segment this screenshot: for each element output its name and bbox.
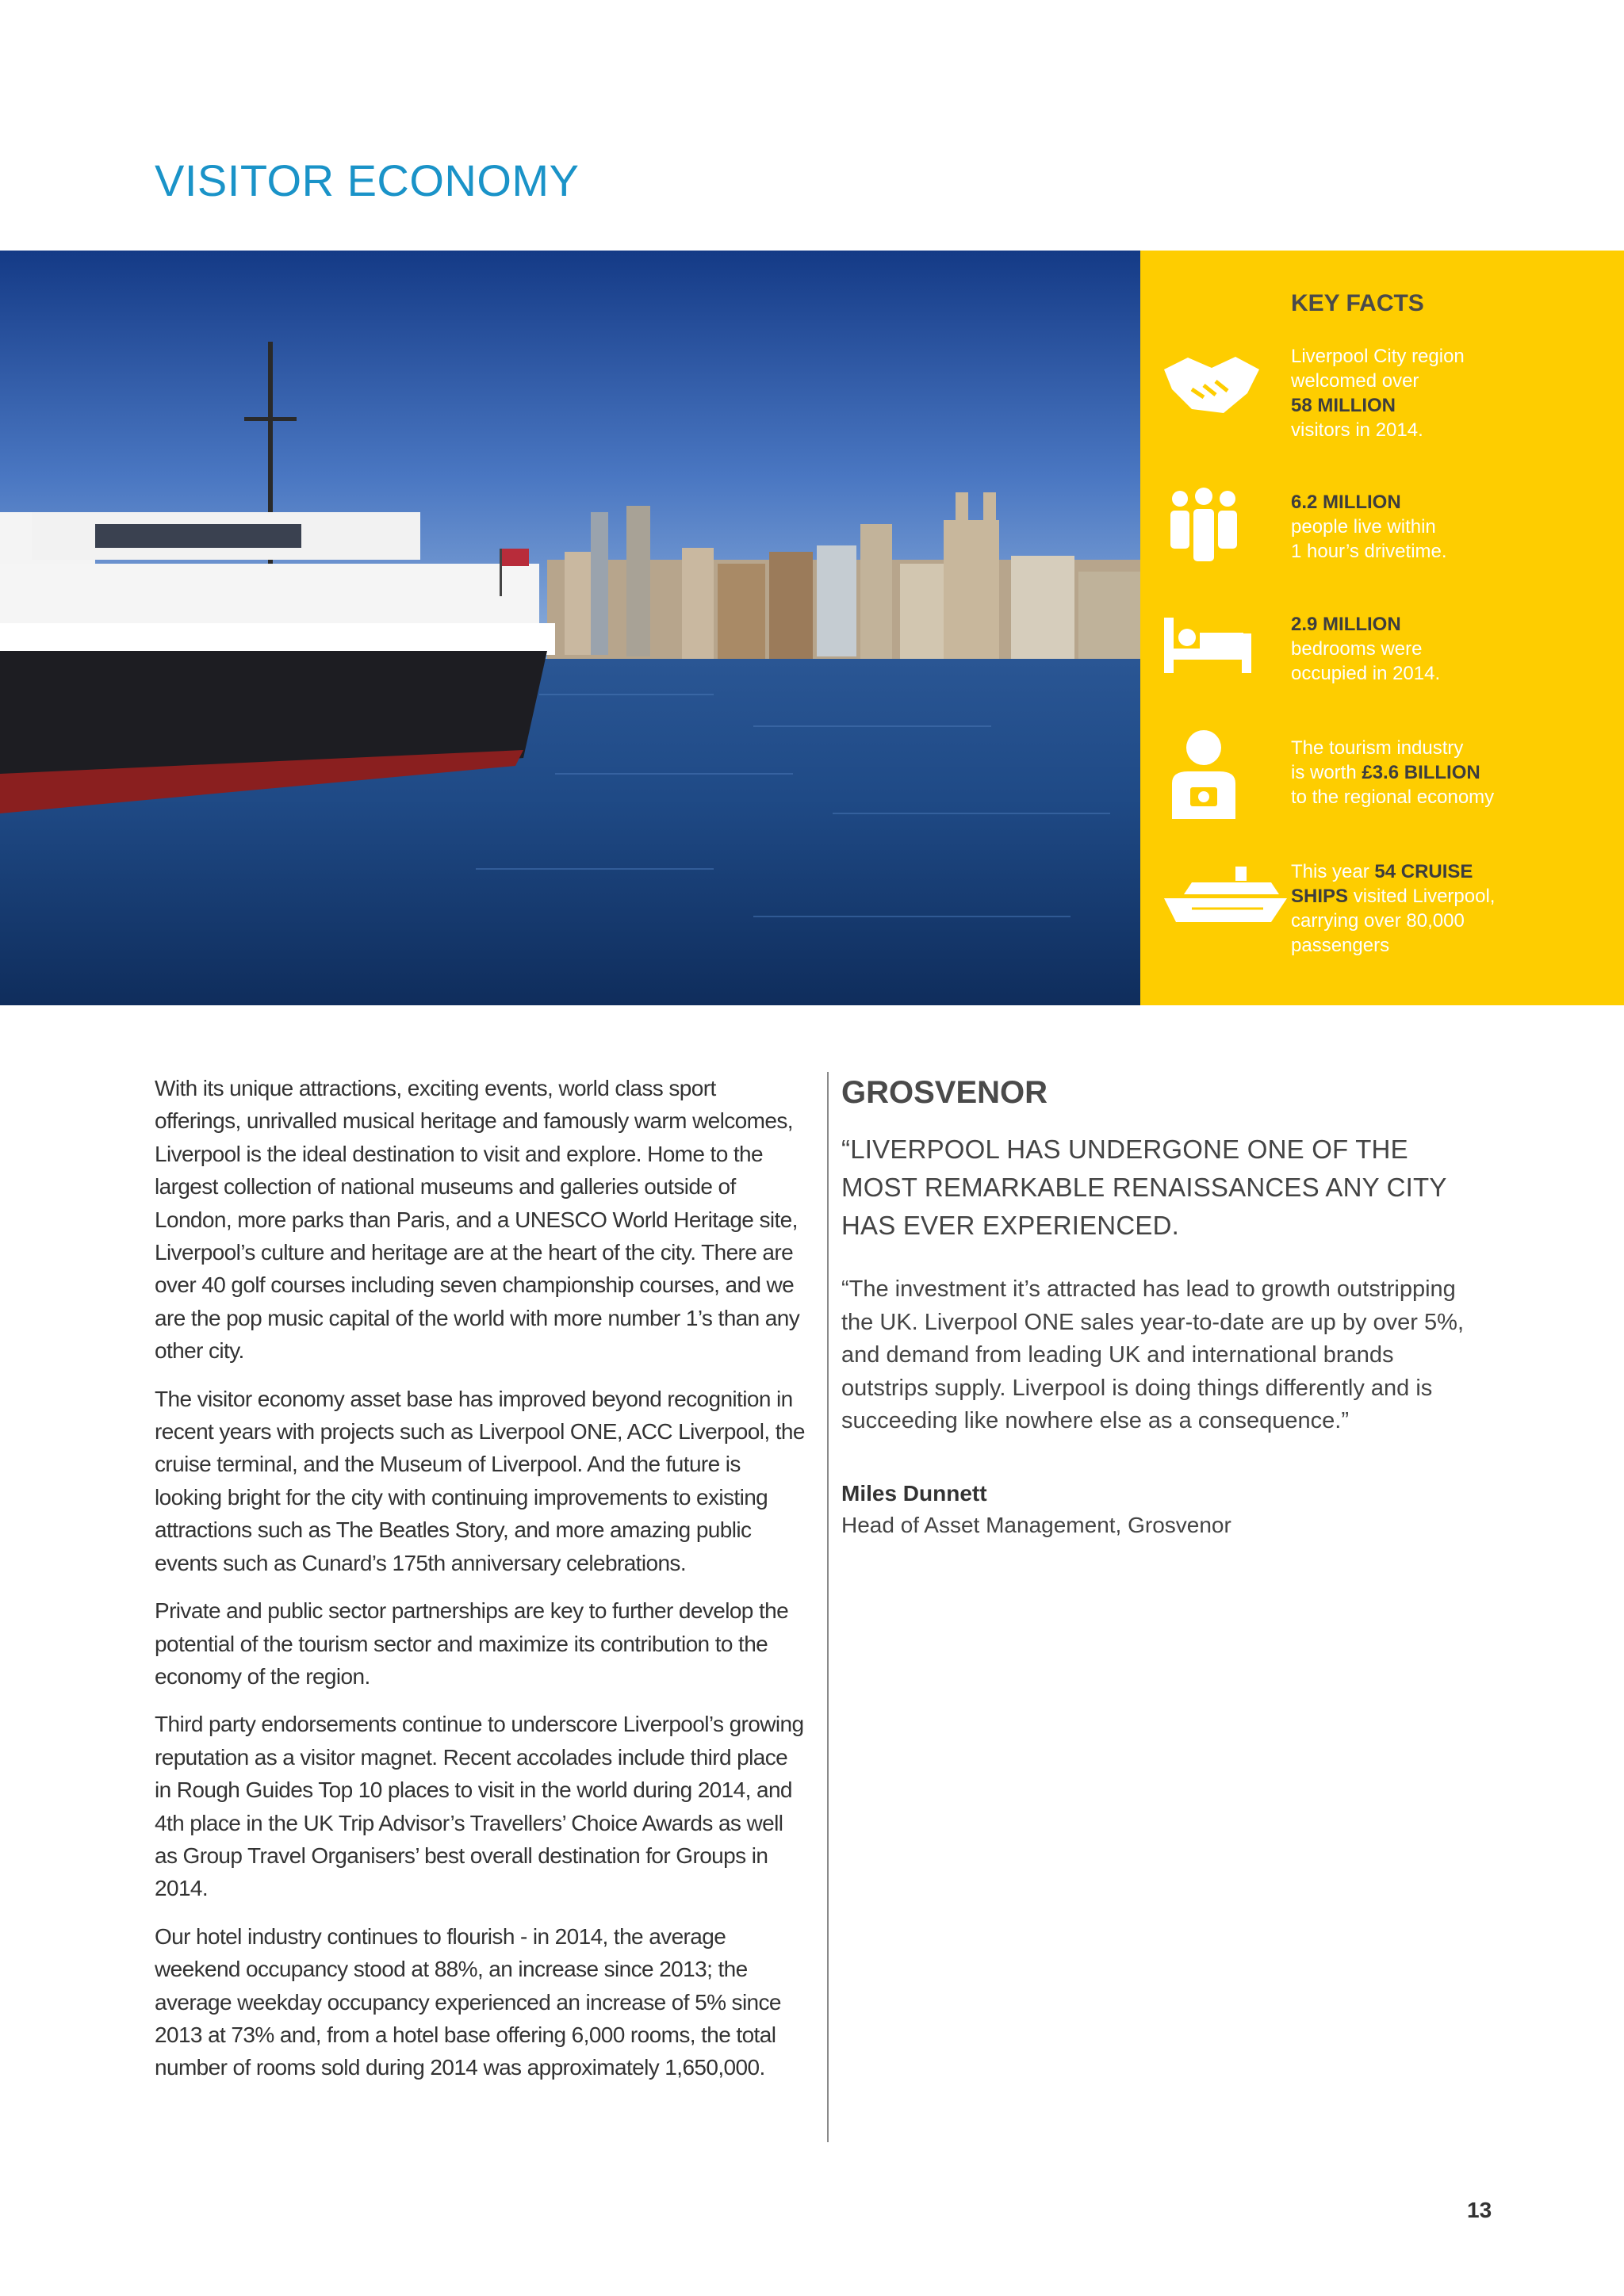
fact-tourism-highlight: £3.6 BILLION: [1362, 762, 1480, 783]
fact-visitors-highlight: 58 MILLION: [1291, 395, 1396, 416]
fact-cruise-line: This year: [1291, 861, 1375, 882]
fact-tourism-value: [1291, 736, 1537, 809]
fact-cruise-line: carrying over 80,000: [1291, 910, 1465, 932]
fact-population-highlight: 6.2 MILLION: [1291, 492, 1401, 513]
fact-tourism-line: to the regional economy: [1291, 786, 1495, 808]
ferry-photo: [0, 251, 1140, 1005]
body-text: [155, 1072, 805, 2099]
sidebar-heading: GROSVENOR: [841, 1075, 1048, 1110]
quote-author: Miles Dunnett: [841, 1480, 987, 1506]
body-paragraph: The visitor economy asset base has improved beyond recognition in recent years with projects such as Liverpool ONE, ACC Liverpool, the cruise terminal, and the Museum of Liverpool. And the future is looking bright for the city with continuing improvements to existing attractions such as The Beatles Story, and more amazing public events such as Cunard’s 175th anniversary celebrations.: [155, 1386, 805, 1575]
key-facts-heading: KEY FACTS: [1291, 290, 1424, 316]
fact-visitors-line: visitors in 2014.: [1291, 419, 1423, 441]
fact-population: [1291, 490, 1537, 564]
body-paragraph: Third party endorsements continue to underscore Liverpool’s growing reputation as a visitor magnet. Recent accolades include third place in Rough Guides Top 10 places to visit in the world during 2014, and 4th place in the UK Trip Advisor’s Travellers’ Choice Awards as well as Group Travel Organisers’ best overall destination for Groups in 2014.: [155, 1712, 804, 1901]
quote-body: “The investment it’s attracted has lead to growth outstripping the UK. Liverpool ONE sales year-to-date are up by over 5%, and demand from leading UK and international brands outstrips supply. Liverpool is doing things differently and is succeeding like nowhere else as a consequence.”: [841, 1276, 1464, 1434]
pull-quote: “LIVERPOOL HAS UNDERGONE ONE OF THE MOST REMARKABLE RENAISSANCES ANY CITY HAS EVER EXPERIENCED.: [841, 1135, 1446, 1240]
grosvenor-sidebar: [841, 1072, 1476, 1541]
body-paragraph: Our hotel industry continues to flourish - in 2014, the average weekend occupancy stood at 88%, an increase since 2013; the average weekday occupancy experienced an increase of 5% since 2013 at 73% and, from a hotel base offering 6,000 rooms, the total number of rooms sold during 2014 was approximately 1,650,000.: [155, 1923, 781, 2080]
fact-cruise-line: passengers: [1291, 935, 1390, 956]
fact-bedrooms-line: occupied in 2014.: [1291, 663, 1441, 684]
cruise-ship-icon: [1160, 863, 1287, 930]
body-paragraph: Private and public sector partnerships are key to further develop the potential of the tourism sector and maximize its contribution to the economy of the region.: [155, 1598, 789, 1689]
fact-cruise-ships: [1291, 859, 1537, 958]
fact-bedrooms: [1291, 612, 1537, 686]
bed-icon: [1160, 614, 1255, 681]
fact-visitors: [1291, 344, 1537, 442]
fact-cruise-line: visited Liverpool,: [1348, 886, 1496, 907]
fact-cruise-highlight: SHIPS: [1291, 886, 1349, 907]
page-title: VISITOR ECONOMY: [155, 155, 580, 205]
page-number: 13: [1467, 2198, 1492, 2222]
fact-tourism-line: The tourism industry: [1291, 737, 1464, 759]
quote-author-role: Head of Asset Management, Grosvenor: [841, 1512, 1231, 1537]
fact-bedrooms-line: bedrooms were: [1291, 638, 1423, 660]
fact-population-line: people live within: [1291, 516, 1436, 538]
fact-bedrooms-highlight: 2.9 MILLION: [1291, 614, 1401, 635]
fact-cruise-highlight: 54 CRUISE: [1374, 861, 1473, 882]
fact-visitors-line: welcomed over: [1291, 370, 1419, 392]
column-divider: [827, 1072, 829, 2142]
fact-tourism-line: is worth: [1291, 762, 1362, 783]
key-facts-panel: [1140, 251, 1624, 1005]
body-paragraph: With its unique attractions, exciting events, world class sport offerings, unrivalled musical heritage and famously warm welcomes, Liverpool is the ideal destination to visit and explore. Home to the largest collection of national museums and galleries outside of London, more parks than Paris, and a UNESCO World Heritage site, Liverpool’s culture and heritage are at the heart of the city. There are over 40 golf courses including seven championship courses, and we are the pop music capital of the world with more number 1’s than any other city.: [155, 1076, 800, 1364]
fact-population-line: 1 hour’s drivetime.: [1291, 541, 1447, 562]
tourist-icon: [1160, 728, 1247, 827]
people-icon: [1160, 487, 1247, 570]
handshake-icon: [1160, 346, 1263, 429]
hero-photo: [0, 251, 1140, 1005]
fact-visitors-line: Liverpool City region: [1291, 346, 1465, 367]
